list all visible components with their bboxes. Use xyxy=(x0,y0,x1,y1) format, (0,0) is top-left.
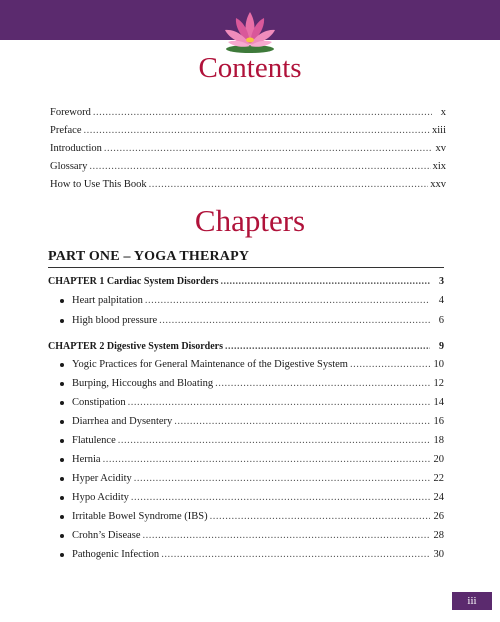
toc-subentry[interactable] xyxy=(60,548,444,562)
subentry-page: 26 xyxy=(433,511,444,522)
subentry-page: 14 xyxy=(433,397,444,408)
toc-entry-page: xiii xyxy=(431,125,446,136)
toc-entry-glossary[interactable] xyxy=(50,160,446,174)
toc-entry-label: Introduction xyxy=(50,143,102,154)
subentry-label: Burping, Hiccoughs and Bloating xyxy=(72,378,214,389)
subentry-label: Yogic Practices for General Maintenance of the Digestive System xyxy=(72,359,348,370)
toc-subentry[interactable] xyxy=(60,491,444,505)
chapter-label: CHAPTER 2 Digestive System Disorders xyxy=(48,341,223,352)
leader-dots xyxy=(131,491,430,505)
toc-subentry[interactable] xyxy=(60,314,444,328)
leader-dots xyxy=(210,510,430,524)
subentry-page: 10 xyxy=(433,359,444,370)
leader-dots xyxy=(118,434,430,448)
subentry-page: 18 xyxy=(433,435,444,446)
toc-subentry[interactable] xyxy=(60,453,444,467)
toc-entry-label: Preface xyxy=(50,125,82,136)
bullet-icon xyxy=(60,458,64,462)
toc-entry-label: Foreword xyxy=(50,107,91,118)
contents-title: Contents xyxy=(198,52,302,84)
bullet-icon xyxy=(60,363,64,367)
bullet-icon xyxy=(60,477,64,481)
leader-dots xyxy=(174,415,430,429)
chapters-title: Chapters xyxy=(194,203,306,238)
subentry-label: Irritable Bowel Syndrome (IBS) xyxy=(72,511,208,522)
bullet-icon xyxy=(60,401,64,405)
chapter-page: 9 xyxy=(439,341,444,352)
toc-subentry[interactable] xyxy=(60,434,444,448)
leader-dots xyxy=(128,396,430,410)
subentry-page: 4 xyxy=(438,295,444,306)
leader-dots xyxy=(83,124,430,138)
subentry-page: 24 xyxy=(433,492,444,503)
subentry-page: 22 xyxy=(433,473,444,484)
leader-dots xyxy=(89,160,430,174)
bullet-icon xyxy=(60,319,64,323)
leader-dots xyxy=(134,472,430,486)
subentry-page: 30 xyxy=(433,549,444,560)
part-heading: PART ONE – YOGA THERAPY xyxy=(48,249,250,264)
leader-dots xyxy=(149,178,429,192)
subentry-label: Constipation xyxy=(72,397,126,408)
toc-entry-how-to-use[interactable] xyxy=(50,178,446,192)
lotus-flower-icon xyxy=(220,8,280,54)
subentry-label: Pathogenic Infection xyxy=(72,549,160,560)
subentry-label: Hyper Acidity xyxy=(72,473,132,484)
subentry-page: 16 xyxy=(433,416,444,427)
leader-dots xyxy=(350,358,430,372)
subentry-label: High blood pressure xyxy=(72,315,158,326)
subentry-label: Hernia xyxy=(72,454,101,465)
subentry-page: 6 xyxy=(438,315,444,326)
toc-entry-label: Glossary xyxy=(50,161,88,172)
chapter-page: 3 xyxy=(439,276,444,287)
leader-dots xyxy=(143,529,430,543)
toc-entry-page: xxv xyxy=(430,179,446,190)
toc-subentry[interactable] xyxy=(60,358,444,372)
subentry-label: Diarrhea and Dysentery xyxy=(72,416,173,427)
divider xyxy=(48,267,444,268)
toc-subentry[interactable] xyxy=(60,510,444,524)
toc-entry-page: xix xyxy=(432,161,446,172)
leader-dots xyxy=(159,314,430,328)
toc-entry-introduction[interactable] xyxy=(50,142,446,156)
toc-entry-foreword[interactable] xyxy=(50,106,446,120)
subentry-page: 12 xyxy=(433,378,444,389)
subentry-page: 20 xyxy=(433,454,444,465)
toc-chapter-2[interactable] xyxy=(48,340,444,354)
bullet-icon xyxy=(60,534,64,538)
toc-subentry[interactable] xyxy=(60,529,444,543)
subentry-page: 28 xyxy=(433,530,444,541)
toc-entry-preface[interactable] xyxy=(50,124,446,138)
leader-dots xyxy=(104,142,432,156)
leader-dots xyxy=(103,453,430,467)
toc-subentry[interactable] xyxy=(60,415,444,429)
bullet-icon xyxy=(60,382,64,386)
page-number-badge: iii xyxy=(452,592,492,610)
bullet-icon xyxy=(60,496,64,500)
bullet-icon xyxy=(60,299,64,303)
bullet-icon xyxy=(60,420,64,424)
toc-entry-page: xv xyxy=(435,143,446,154)
toc-chapter-1[interactable] xyxy=(48,275,444,289)
toc-subentry[interactable] xyxy=(60,472,444,486)
leader-dots xyxy=(225,340,430,354)
toc-subentry[interactable] xyxy=(60,396,444,410)
toc-entry-page: x xyxy=(440,107,446,118)
subentry-label: Hypo Acidity xyxy=(72,492,129,503)
leader-dots xyxy=(221,275,430,289)
bullet-icon xyxy=(60,439,64,443)
bullet-icon xyxy=(60,553,64,557)
bullet-icon xyxy=(60,515,64,519)
subentry-label: Heart palpitation xyxy=(72,295,143,306)
subentry-label: Crohn’s Disease xyxy=(72,530,141,541)
leader-dots xyxy=(93,106,432,120)
leader-dots xyxy=(161,548,430,562)
toc-subentry[interactable] xyxy=(60,294,444,308)
subentry-label: Flatulence xyxy=(72,435,116,446)
chapter-label: CHAPTER 1 Cardiac System Disorders xyxy=(48,276,219,287)
toc-entry-label: How to Use This Book xyxy=(50,179,147,190)
leader-dots xyxy=(145,294,430,308)
toc-subentry[interactable] xyxy=(60,377,444,391)
leader-dots xyxy=(215,377,430,391)
